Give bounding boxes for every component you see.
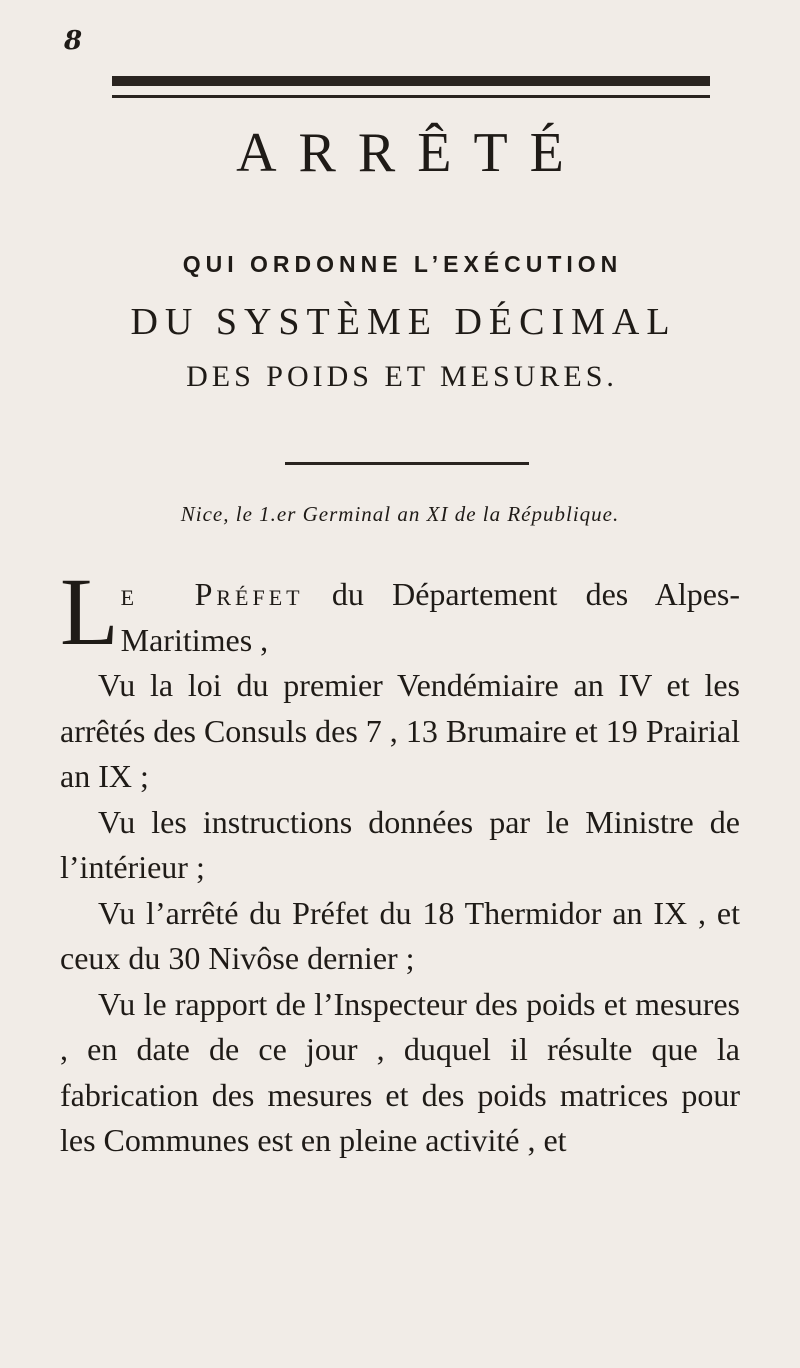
header-double-rule [112, 76, 710, 104]
drop-cap: L [60, 558, 119, 665]
paragraph-vu-arrete: Vu l’arrêté du Préfet du 18 Thermidor an IX , et ceux du 30 Nivôse dernier ; [60, 894, 740, 976]
paragraph-vu-loi: Vu la loi du premier Vendémiaire an IV et les arrêtés des Consuls des 7 , 13 Brumaire et 19 Prairial an IX ; [60, 667, 740, 794]
opening-rest: du Département des Alpes-Maritimes , [120, 576, 741, 658]
subtitle-line-3: DES POIDS ET MESURES. [186, 360, 618, 393]
dateline: Nice, le 1.er Germinal an XI de la République. [180, 502, 620, 526]
rule-thick-line [112, 76, 710, 86]
body-text [60, 558, 741, 1164]
page-number: 8 [64, 26, 83, 56]
separator-rule [285, 462, 529, 465]
subtitle-line-2: DU SYSTÈME DÉCIMAL [130, 301, 677, 343]
opening-paragraph [60, 558, 741, 665]
paragraph-vu-rapport: Vu le rapport de l’Inspecteur des poids et mesures , en date de ce jour , duquel il résulte que la fabrication des mesures et des poids matrices pour les Communes est en pleine activité , et [60, 985, 740, 1158]
paragraph-vu-instructions: Vu les instructions données par le Ministre de l’intérieur ; [60, 803, 740, 885]
opening-first-word-rest: e [120, 576, 139, 612]
subtitle-line-1: QUI ORDONNE L’EXÉCUTION [182, 251, 623, 277]
prefet-title: Préfet [194, 576, 304, 612]
rule-thin-line [112, 95, 710, 98]
document-title: ARRÊTÉ [236, 122, 586, 184]
